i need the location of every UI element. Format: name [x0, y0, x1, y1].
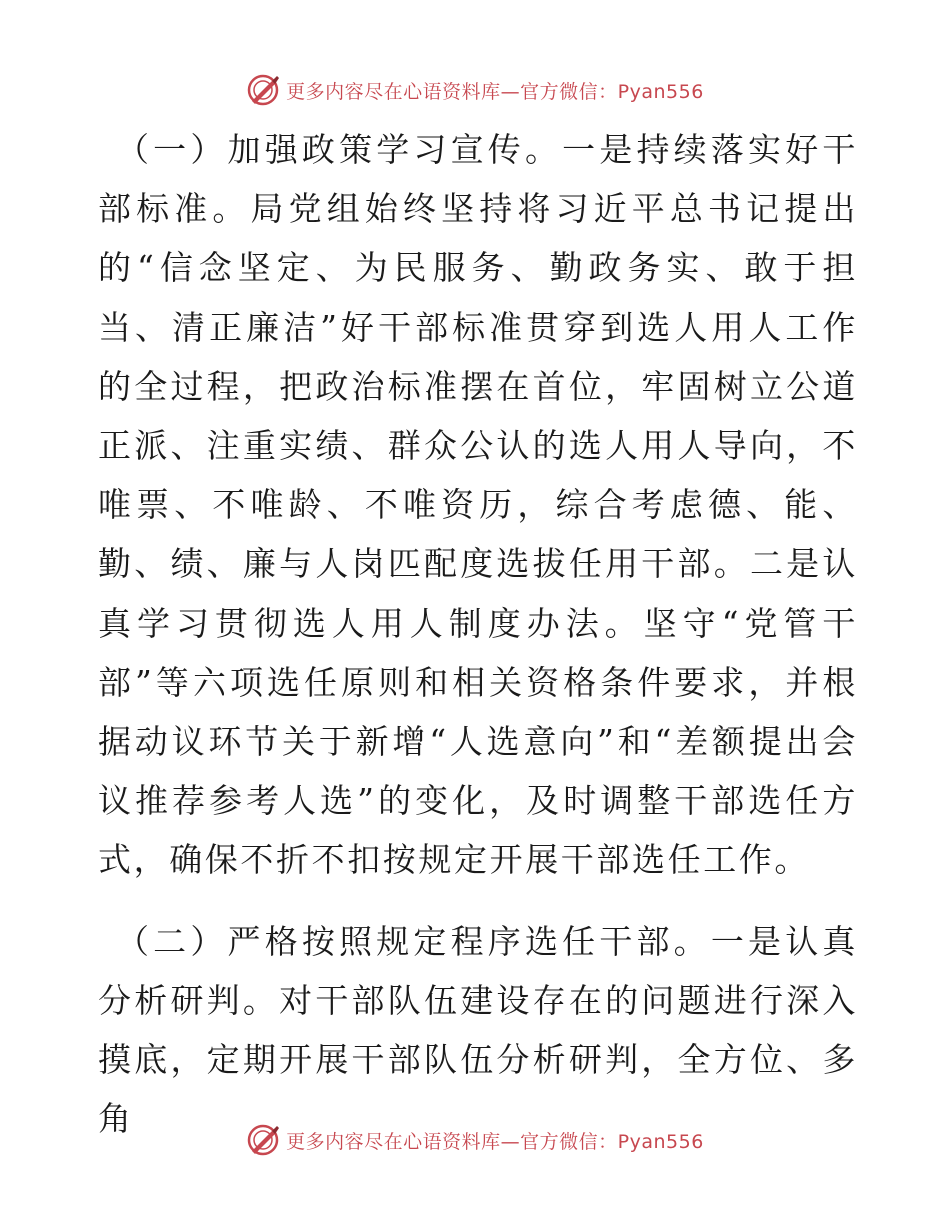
header-watermark-text: 更多内容尽在心语资料库—官方微信：Pyan556 — [286, 80, 704, 103]
paragraph-2: （二）严格按照规定程序选任干部。一是认真分析研判。对干部队伍建设存在的问题进行深入摸底，定期开展干部队伍分析研判，全方位、多角 — [98, 921, 858, 1139]
header-watermark — [0, 68, 950, 112]
paragraph-1: （一）加强政策学习宣传。一是持续落实好干部标准。局党组始终坚持将习近平总书记提出的“信念坚定、为民服务、勤政务实、敢于担当、清正廉洁”好干部标准贯穿到选人用人工作的全过程，把政治标准摆在首位，牢固树立公道正派、注重实绩、群众公认的选人用人导向，不唯票、不唯龄、不唯资历，综合考虑德、能、勤、绩、廉与人岗匹配度选拔任用干部。二是认真学习贯彻选人用人制度办法。坚守“党管干部”等六项选任原则和相关资格条件要求，并根据动议环节关于新增“人选意向”和“差额提出会议推荐参考人选”的变化，及时调整干部选任方式，确保不折不扣按规定开展干部选任工作。 — [98, 130, 858, 880]
footer-watermark — [0, 1118, 950, 1162]
footer-watermark-text: 更多内容尽在心语资料库—官方微信：Pyan556 — [286, 1130, 704, 1153]
pen-seal-icon — [246, 73, 280, 107]
pen-seal-icon — [246, 1123, 280, 1157]
document-body — [98, 120, 858, 1148]
